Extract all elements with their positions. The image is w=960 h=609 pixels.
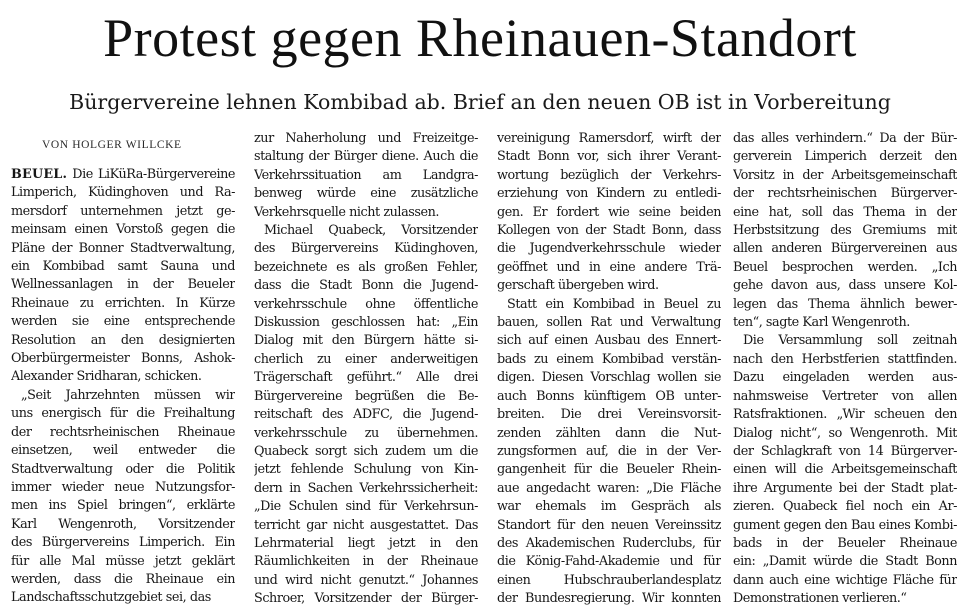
article-column-1 [11, 166, 235, 606]
text-line: uns energisch für die Freihaltung [11, 406, 235, 422]
text-line: der Schlagkraft von 14 Bürgerver- [733, 443, 957, 459]
text-line: nahmsweise Vertreter von allen [733, 388, 957, 404]
text-line: bezeichnete es als großen Fehler, [254, 259, 478, 275]
text-line: zur Naherholung und Freizeitge- [254, 131, 478, 146]
text-line: und wird nicht genutzt.“ Johannes [254, 572, 478, 588]
text-line: Ratsfraktionen. „Wir scheuen den [733, 407, 957, 423]
text-line: Dazu eingeladen werden aus- [733, 370, 957, 386]
article-subheadline: Bürgervereine lehnen Kombibad ab. Brief an den neuen OB ist in Vorbereitung [69, 90, 891, 114]
text-line: Pläne der Bonner Stadtverwaltung, [11, 240, 235, 256]
text-line: ihre Argumente bei der Stadt plat- [733, 480, 957, 496]
article-column-4 [733, 130, 957, 607]
text-line: des Bürgervereins Küdinghoven, [254, 241, 478, 257]
text-line: einsetzen, weil entweder die [11, 443, 235, 459]
text-line: wortung bezüglich der Verkehrs- [497, 167, 721, 183]
text-line: mersdorf unternehmen jetzt ge- [11, 203, 235, 219]
text-line: Vorsitz in der Arbeitsgemeinschaft [733, 167, 957, 183]
text-line: Demonstrationen verlieren.“ [733, 591, 907, 607]
text-line: Stadtverwaltung oder die Politik [11, 461, 235, 477]
text-line [11, 166, 235, 184]
text-line: dass die Stadt Bonn die Jugend- [254, 278, 478, 294]
text-line: gument gegen den Bau eines Kombi- [733, 517, 957, 533]
text-line: reitschaft des ADFC, die Jugend- [254, 407, 478, 423]
text-line: Die Versammlung soll zeitnah [743, 333, 957, 349]
text-line: Oberbürgermeister Bonns, Ashok- [11, 351, 235, 367]
text-line: sich auf einen Ausbau des Ennert- [497, 333, 721, 349]
text-line: Rheinaue zu errichten. In Kürze [11, 295, 235, 311]
text-line: Michael Quabeck, Vorsitzender [264, 223, 478, 239]
text-line: gen. Er fordert wie seine beiden [497, 204, 721, 220]
text-line: erziehung von Kindern zu entledi- [497, 186, 721, 202]
text-line: war ehemals im Gespräch als [497, 499, 721, 515]
text-line: Karl Wengenroth, Vorsitzender [11, 516, 235, 532]
text-line: digen. Diesen Vorschlag wollen sie [497, 370, 721, 386]
text-line: verkehrsschule ohne öffentliche [254, 296, 478, 312]
text-line: terricht gar nicht ausgestattet. Das [254, 517, 478, 533]
text-line: Dialog mit den Bürgern hätte si- [254, 333, 478, 349]
text-line: ten“, sagte Karl Wengenroth. [733, 315, 910, 331]
article-column-2 [254, 130, 478, 607]
text-line: allen anderen Bürgervereinen aus [733, 241, 957, 257]
text-line: geöffnet und in eine andere Trä- [497, 259, 721, 275]
text-line-content: Die LiKüRa-Bürgervereine [72, 167, 235, 182]
text-line: Schroer, Vorsitzender der Bürger- [254, 591, 478, 607]
text-line: bauen, sollen Rat und Verwaltung [497, 315, 721, 331]
text-line: breiten. Die drei Vereinsvorsit- [497, 407, 721, 423]
text-line: für alle Mal müsse jetzt geklärt [11, 553, 235, 569]
text-line: ein: „Damit würde die Stadt Bonn [733, 554, 957, 570]
article-dateline: BEUEL. [11, 167, 68, 182]
text-line: benweg würde eine zusätzliche [254, 186, 478, 202]
text-line: des Bürgervereins Limperich. Ein [11, 535, 235, 551]
article-headline: Protest gegen Rheinauen-Standort [103, 8, 857, 68]
text-line: Standort für den neuen Vereinssitz [497, 517, 721, 533]
text-line: bads in der Beueler Rheinaue [733, 535, 957, 551]
text-line: bads zu einem Kombibad verstän- [497, 351, 721, 367]
text-line: Lehrmaterial liegt jetzt in den [254, 535, 478, 551]
text-line: Stadt Bonn vor, sich ihrer Verant- [497, 149, 721, 165]
text-line: Dialog nicht“, so Wengenroth. Mit [733, 425, 957, 441]
text-line: werden, dass die Rheinaue ein [11, 571, 235, 587]
text-line: eine hat, soll das Thema in der [733, 204, 957, 220]
text-line: dann auch eine wichtige Fläche für [733, 572, 957, 588]
text-line: Statt ein Kombibad in Beuel zu [507, 296, 721, 312]
text-line: zungsformen auf, die in der Ver- [497, 443, 721, 459]
text-line: einen Hubschrauberlandesplatz [497, 572, 721, 588]
text-line: Kollegen von der Stadt Bonn, dass [497, 223, 721, 239]
text-line: einen will die Arbeitsgemeinschaft [733, 462, 957, 478]
text-line: gerschaft übergeben wird. [497, 278, 659, 294]
text-line: Trägerschaft geführt.“ Alle drei [254, 370, 478, 386]
text-line: „Seit Jahrzehnten müssen wir [21, 387, 235, 403]
text-line: immer wieder neue Nutzungsfor- [11, 479, 235, 495]
article-byline: VON HOLGER WILLCKE [42, 139, 182, 151]
text-line: jetzt fehlende Schulung von Kin- [254, 462, 478, 478]
text-line: nach den Herbstferien stattfinden. [733, 351, 957, 367]
text-line: „Die Schulen sind für Verkehrsun- [254, 499, 478, 515]
text-line: Resolution an den designierten [11, 332, 235, 348]
text-line: der Bundesregierung. Wir konnten [497, 591, 721, 607]
text-line: auch Bonns künftigem OB unter- [497, 388, 721, 404]
text-line: gehe davon aus, dass unsere Kol- [733, 278, 957, 294]
text-line: dern in Sachen Verkehrssicherheit: [254, 480, 478, 496]
text-line: Quabeck sorgt sich zudem um die [254, 443, 478, 459]
text-line: werden sie eine entsprechende [11, 314, 235, 330]
text-line: das alles verhindern.“ Da der Bür- [733, 131, 957, 146]
text-line: aue angedacht waren: „Die Fläche [497, 480, 721, 496]
text-line: Herbstsitzung des Gremiums mit [733, 223, 957, 239]
text-line: Verkehrsquelle nicht zulassen. [254, 204, 440, 220]
text-line: der rechtsrheinischen Rheinaue [11, 424, 235, 440]
text-line: Diskussion geschlossen hat: „Ein [254, 315, 478, 331]
article-column-3 [497, 130, 721, 607]
text-line: Alexander Sridharan, schicken. [11, 369, 202, 385]
text-line: legen das Thema ähnlich bewer- [733, 296, 957, 312]
text-line: Räumlichkeiten in der Rheinaue [254, 554, 478, 570]
text-line: Beuel besprochen werden. „Ich [733, 259, 957, 275]
text-line: gangenheit für die Beueler Rhein- [497, 462, 721, 478]
text-line: zieren. Quabeck fiel noch ein Ar- [733, 499, 957, 515]
text-line: men ins Spiel bringen“, erklärte [11, 498, 235, 514]
text-line: die König-Fahd-Akademie und für [497, 554, 721, 570]
text-line: Verkehrssituation am Landgra- [254, 167, 478, 183]
text-line: vereinigung Ramersdorf, wirft der [497, 131, 721, 146]
text-line: staltung der Bürger diene. Auch die [254, 149, 478, 165]
text-line: die Jugendverkehrsschule wieder [497, 241, 721, 257]
text-line: des Akademischen Ruderclubs, für [497, 535, 721, 551]
text-line: meinsam einen Vorstoß gegen die [11, 222, 235, 238]
text-line: cherlich zu einer anderweitigen [254, 351, 478, 367]
text-line: zenden zählten dann die Nut- [497, 425, 721, 441]
text-line: verkehrsschule zu übernehmen. [254, 425, 478, 441]
text-line: der rechtsrheinischen Bürgerver- [733, 186, 957, 202]
text-line: gerverein Limperich derzeit den [733, 149, 957, 165]
text-line: Wellnessanlagen in der Beueler [11, 277, 235, 293]
text-line: Bürgervereine begrüßen die Be- [254, 388, 478, 404]
text-line: Limperich, Küdinghoven und Ra- [11, 185, 235, 201]
text-line: Landschaftsschutzgebiet sei, das [11, 590, 211, 606]
text-line: ein Kombibad samt Sauna und [11, 259, 235, 275]
